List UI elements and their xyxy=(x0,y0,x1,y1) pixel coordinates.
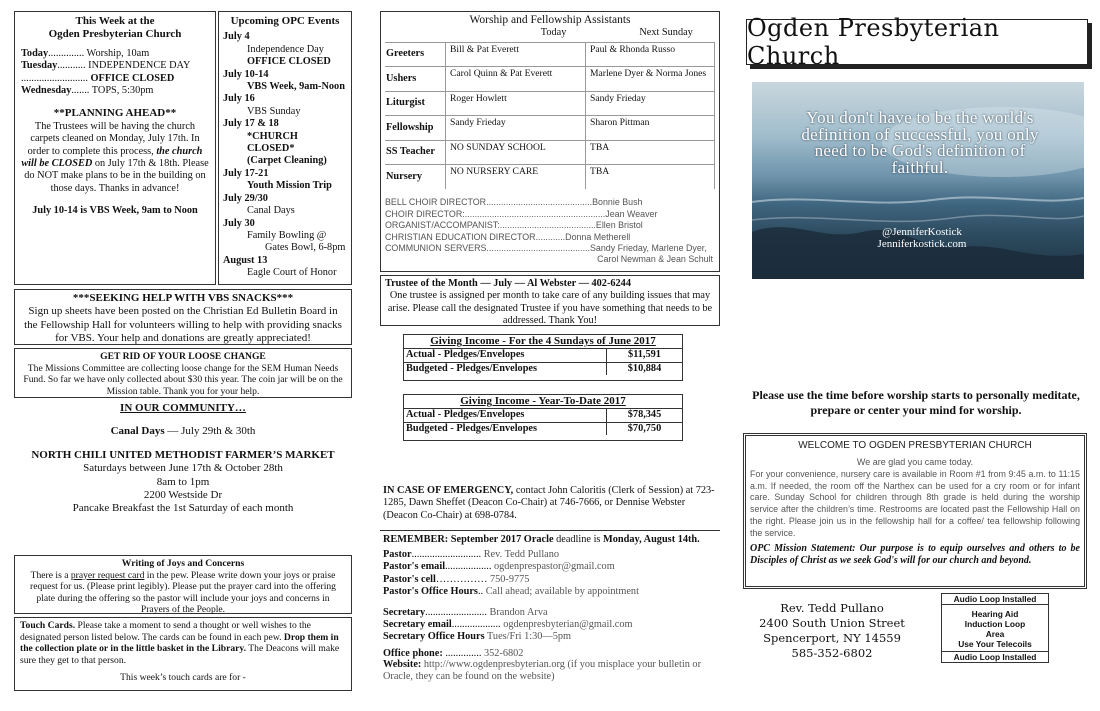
director-row xyxy=(385,209,715,220)
address-line: 2400 South Union Street xyxy=(759,616,905,630)
audio-loop-top: Audio Loop Installed xyxy=(942,594,1048,605)
market-details xyxy=(14,462,352,516)
director-name: Jean Weaver xyxy=(605,208,658,219)
this-week-dots: ....... xyxy=(71,85,90,97)
market-title: NORTH CHILI UNITED METHODIST FARMER’S MARKET xyxy=(31,448,335,461)
contact-row xyxy=(383,574,718,586)
assistant-role: Fellowship xyxy=(385,116,446,141)
event-date: July 30 xyxy=(223,217,255,229)
audio-loop-bottom: Audio Loop Installed xyxy=(942,651,1048,662)
this-week-text: Worship, 10am xyxy=(86,47,150,59)
event-date: July 10-14 xyxy=(223,68,269,80)
contact-label: Pastor's Office Hours xyxy=(383,586,478,598)
assistant-next: Sandy Frieday xyxy=(586,91,715,116)
audio-loop-box xyxy=(941,593,1049,663)
trustee-text: One trustee is assigned per month to take care of any building issues that may arise. Please call the designated Trustee if you have something that needs to be addressed. Thank You! xyxy=(387,290,713,327)
quote-image xyxy=(752,82,1084,279)
giving-value: $10,884 xyxy=(627,362,662,374)
this-week-dots: .............. xyxy=(48,47,85,59)
events-list xyxy=(223,31,347,279)
contact-value: 352-6802 xyxy=(483,647,524,659)
trustee-box xyxy=(380,275,720,326)
contact-label: Secretary Office Hours xyxy=(383,631,485,643)
this-week-dots: .......................... xyxy=(21,72,88,84)
market-line: Saturdays between June 17th & October 28th xyxy=(83,462,283,475)
contact-label: Pastor xyxy=(383,549,412,560)
assistant-next: TBA xyxy=(586,165,715,190)
assistant-next: Sharon Pittman xyxy=(586,116,715,141)
loose-change-box xyxy=(14,348,352,398)
contact-value: Rev. Tedd Pullano xyxy=(483,549,560,560)
quote-credit-handle: @JenniferKostick xyxy=(882,226,962,238)
touch-cards-footer: This week’s touch cards are for - xyxy=(120,672,246,684)
director-dots: ....................................... xyxy=(499,220,596,231)
this-week-item xyxy=(21,48,209,60)
assistant-row xyxy=(385,140,715,165)
this-week-item xyxy=(21,73,209,85)
giving-row xyxy=(404,409,682,422)
joys-text: There is a prayer request card in the pew. Please write down your joys or praise request for us. (Please print legibly). Please put the prayer card into the offering plate during the offering so the pastor will include your joys and concerns in Prayers of the People. xyxy=(30,569,336,616)
assistant-today: Roger Howlett xyxy=(446,91,586,116)
assistants-header xyxy=(490,27,715,39)
event-line: VBS Sunday xyxy=(247,105,301,117)
contact-dots: …………… xyxy=(435,573,488,585)
quote-credit-site: Jenniferkostick.com xyxy=(877,238,967,250)
this-week-subtitle: Ogden Presbyterian Church xyxy=(48,28,182,41)
mission-statement: OPC Mission Statement: Our purpose is to equip ourselves and others to be Disciples of Christ as we seek God's will for our church and beyond. xyxy=(750,543,1080,567)
assistant-row xyxy=(385,67,715,92)
assistant-today: NO SUNDAY SCHOOL xyxy=(446,140,586,165)
assistant-role: Greeters xyxy=(385,42,446,67)
contact-value: ogdenpresbyterian@gmail.com xyxy=(503,619,633,631)
col-next: Next Sunday xyxy=(639,27,693,39)
assistant-today: NO NURSERY CARE xyxy=(446,165,586,190)
event-line: Independence Day xyxy=(247,43,324,55)
contact-row xyxy=(383,607,718,619)
planning-text: The Trustees will be having the church carpets cleaned on Monday, July 17th. In order to complete this process, the church will be CLOSED on July 17th & 18th. Please do NOT make plans to be in the building on those days. Thanks in advance! xyxy=(21,120,209,194)
market-line: 2200 Westside Dr xyxy=(143,489,223,502)
this-week-item xyxy=(21,60,209,72)
contact-value: Tues/Fri 1:30—5pm xyxy=(487,631,572,643)
director-dots: .......................................... xyxy=(486,242,590,253)
director-name: Donna Metherell xyxy=(565,231,631,242)
event-date: July 29/30 xyxy=(223,192,268,204)
contacts-list xyxy=(383,549,718,660)
director-role: COMMUNION SERVERS xyxy=(385,242,487,253)
joys-box xyxy=(14,555,352,614)
meditate-text: Please use the time before worship starts to personally meditate, prepare or center your mind for worship. xyxy=(752,388,1080,417)
this-week-box xyxy=(14,11,216,285)
giving-ytd-rows xyxy=(404,409,682,435)
event-date: July 17-21 xyxy=(223,167,269,179)
director-name: Sandy Frieday, Marlene Dyer, xyxy=(589,242,707,253)
vbs-snacks-text: Sign up sheets have been posted on the Christian Ed Bulletin Board in the Fellowship Hall for volunteers willing to help with providing snacks for VBS. Your help and donations are greatly appreciated! xyxy=(24,305,342,345)
events-title: Upcoming OPC Events xyxy=(230,15,340,27)
assistant-today: Carol Quinn & Pat Everett xyxy=(446,67,586,92)
community-title: IN OUR COMMUNITY… xyxy=(120,402,246,414)
giving-label: Budgeted - Pledges/Envelopes xyxy=(404,423,607,435)
col-today: Today xyxy=(540,27,567,39)
event-date: August 13 xyxy=(223,254,268,266)
audio-loop-line: Induction Loop xyxy=(964,619,1026,629)
audio-loop-line: Hearing Aid xyxy=(971,609,1019,619)
director-role: CHRISTIAN EDUCATION DIRECTOR xyxy=(385,231,536,242)
this-week-text: TOPS, 5:30pm xyxy=(91,85,154,97)
assistant-next: Marlene Dyer & Norma Jones xyxy=(586,67,715,92)
event-line: Eagle Court of Honor xyxy=(247,267,337,279)
assistant-role: SS Teacher xyxy=(385,140,446,165)
giving-row xyxy=(404,349,682,362)
director-name: Bonnie Bush xyxy=(592,197,643,208)
assistant-row xyxy=(385,91,715,116)
church-name: Ogden Presbyterian Church xyxy=(747,14,1000,70)
this-week-dots: ........... xyxy=(57,60,86,72)
contact-dots: ................... xyxy=(451,619,501,631)
address-line: Spencerport, NY 14559 xyxy=(763,631,901,645)
oracle-reminder: REMEMBER: September 2017 Oracle deadline is Monday, August 14th. xyxy=(383,534,700,545)
event-line: VBS Week, 9am-Noon xyxy=(247,81,345,93)
event-date: July 4 xyxy=(223,31,250,43)
assistants-box xyxy=(380,11,720,272)
contact-label: Secretary xyxy=(383,606,426,618)
joys-title: Writing of Joys and Concerns xyxy=(121,558,245,569)
market-line: 8am to 1pm xyxy=(156,475,210,488)
vbs-note: July 10-14 is VBS Week, 9am to Noon xyxy=(32,205,198,217)
giving-ytd-title: Giving Income - Year-To-Date 2017 xyxy=(404,395,682,409)
community-section xyxy=(14,402,352,516)
giving-label: Budgeted - Pledges/Envelopes xyxy=(404,363,607,375)
assistant-row xyxy=(385,116,715,141)
contact-row xyxy=(383,561,718,573)
market-line: Pancake Breakfast the 1st Saturday of each month xyxy=(72,502,294,515)
director-name: Ellen Bristol xyxy=(595,220,643,231)
welcome-glad: We are glad you came today. xyxy=(856,457,974,467)
touch-cards-box xyxy=(14,617,352,691)
contact-value: ogdenprespastor@gmail.com xyxy=(493,561,615,573)
this-week-title: This Week at the xyxy=(75,15,155,27)
giving-value: $78,345 xyxy=(627,409,662,421)
director-row xyxy=(385,197,715,208)
audio-loop-line: Use Your Telecoils xyxy=(958,639,1032,649)
assistant-next: Paul & Rhonda Russo xyxy=(586,42,715,67)
address-line: 585-352-6802 xyxy=(791,646,873,660)
oracle-divider xyxy=(380,530,720,531)
contact-value: 750-9775 xyxy=(489,573,530,585)
giving-value: $11,591 xyxy=(628,349,661,361)
director-dots: ............ xyxy=(535,231,566,242)
event-line: *CHURCH CLOSED* xyxy=(247,130,298,155)
touch-cards-text: Touch Cards. Please take a moment to send a thought or well wishes to the designated person listed below. The cards can be found in each pew. Drop them in the collection plate or in the little basket in the Library. The Deacons will make sure they get to that person. xyxy=(20,620,340,666)
director-role: BELL CHOIR DIRECTOR xyxy=(385,197,487,208)
giving-row xyxy=(404,363,682,375)
giving-label: Actual - Pledges/Envelopes xyxy=(404,409,607,421)
assistant-next: TBA xyxy=(586,140,715,165)
events-box xyxy=(218,11,352,285)
assistant-row xyxy=(385,165,715,190)
giving-ytd-box xyxy=(403,394,683,441)
giving-label: Actual - Pledges/Envelopes xyxy=(404,349,607,361)
director-row xyxy=(385,232,715,243)
loose-change-title: GET RID OF YOUR LOOSE CHANGE xyxy=(100,351,266,362)
welcome-title: WELCOME TO OGDEN PRESBYTERIAN CHURCH xyxy=(798,440,1032,451)
audio-loop-info xyxy=(942,605,1048,653)
assistant-role: Nursery xyxy=(385,165,446,190)
giving-month-box xyxy=(403,334,683,381)
contact-dots: .. xyxy=(477,586,484,598)
event-line: Gates Bowl, 6-8pm xyxy=(265,242,346,254)
contact-dots: .................. xyxy=(445,561,492,573)
director-role: ORGANIST/ACCOMPANIST: xyxy=(385,220,500,231)
this-week-day: Today xyxy=(21,47,49,59)
audio-loop-line: Area xyxy=(985,629,1005,639)
address-block xyxy=(742,601,922,661)
contact-row xyxy=(383,549,718,561)
trustee-title: Trustee of the Month — July — Al Webster — 402-6244 xyxy=(385,278,631,289)
assistant-today: Sandy Frieday xyxy=(446,116,586,141)
giving-month-title: Giving Income - For the 4 Sundays of June 2017 xyxy=(404,335,682,349)
director-dots: ........................................... xyxy=(486,197,593,208)
assistant-row xyxy=(385,42,715,67)
event-line: Canal Days xyxy=(247,205,295,217)
contact-label: Pastor's email xyxy=(383,561,446,573)
vbs-snacks-box xyxy=(14,289,352,345)
contact-label: Office phone: xyxy=(383,647,443,659)
assistants-table xyxy=(385,42,715,190)
contact-row xyxy=(383,586,718,598)
event-line: OFFICE CLOSED xyxy=(247,56,331,68)
directors-list xyxy=(385,197,715,254)
contact-row xyxy=(383,619,718,631)
contact-label: Secretary email xyxy=(383,619,452,631)
church-name-box xyxy=(746,14,1088,70)
communion-cont: Carol Newman & Jean Schult xyxy=(597,254,713,265)
contact-dots: .............. xyxy=(442,647,482,659)
this-week-text: OFFICE CLOSED xyxy=(90,72,175,84)
website-text: Website: http://www.ogdenpresbyterian.org (if you misplace your bulletin or Oracle, they can be found on the website) xyxy=(383,659,702,683)
event-line: (Carpet Cleaning) xyxy=(247,155,327,167)
contact-dots: ........................... xyxy=(411,549,482,560)
this-week-item xyxy=(21,85,209,97)
emergency-text: IN CASE OF EMERGENCY, contact John Caloritis (Clerk of Session) at 723-1285, Dawn Sheffet (Deacon Co-Chair) at 746-7666, or Dennise Webster (Deacon Co-Chair) at 698-0784. xyxy=(383,485,715,521)
this-week-list xyxy=(21,48,209,98)
quote-text: You don't have to be the world's definition of successful, you only need to be God's definition of faithful. xyxy=(801,108,1039,177)
planning-title: **PLANNING AHEAD** xyxy=(53,107,177,120)
assistant-role: Ushers xyxy=(385,67,446,92)
loose-change-text: The Missions Committee are collecting loose change for the SEM Human Needs Fund. So far we have only collected about $30 this year. The coin jar will be on the Mission table. Thank you for your help. xyxy=(23,362,343,397)
contact-row xyxy=(383,631,718,643)
this-week-day: Tuesday xyxy=(21,60,58,72)
event-date: July 17 & 18 xyxy=(223,118,279,130)
event-line: Youth Mission Trip xyxy=(247,180,332,192)
vbs-snacks-title: ***SEEKING HELP WITH VBS SNACKS*** xyxy=(72,292,294,304)
canal-days: Canal Days — July 29th & 30th xyxy=(110,425,256,438)
contact-value: Call ahead; available by appointment xyxy=(485,586,639,598)
director-dots: ......................................................... xyxy=(464,208,606,219)
director-row xyxy=(385,220,715,231)
assistant-today: Bill & Pat Everett xyxy=(446,42,586,67)
this-week-day: Wednesday xyxy=(21,85,72,97)
director-row xyxy=(385,243,715,254)
contact-dots: ........................ xyxy=(425,606,487,618)
assistant-role: Liturgist xyxy=(385,91,446,116)
giving-value: $70,750 xyxy=(627,422,662,434)
contact-value: Brandon Arva xyxy=(489,606,548,618)
director-role: CHOIR DIRECTOR: xyxy=(385,208,465,219)
welcome-text: For your convenience, nursery care is available in Room #1 from 9:45 a.m. to 11:15 a.m. If needed, the room off the Narthex can be used for a cry room or for infant care. Sunday School for children through 8th grade is held during the worship service after the children’s time. Restrooms are located past the Fellowship Hall on the right. Please join us in the fellowship hall for a coffee/ tea fellowship following the service. xyxy=(750,469,1080,538)
giving-month-rows xyxy=(404,349,682,375)
welcome-box xyxy=(743,433,1087,589)
address-line: Rev. Tedd Pullano xyxy=(780,601,884,615)
event-line: Family Bowling @ xyxy=(247,229,327,241)
assistants-title: Worship and Fellowship Assistants xyxy=(469,14,631,26)
this-week-text: INDEPENDENCE DAY xyxy=(88,60,191,72)
event-date: July 16 xyxy=(223,93,255,105)
giving-row xyxy=(404,423,682,435)
contact-label: Pastor's cell xyxy=(383,573,436,585)
